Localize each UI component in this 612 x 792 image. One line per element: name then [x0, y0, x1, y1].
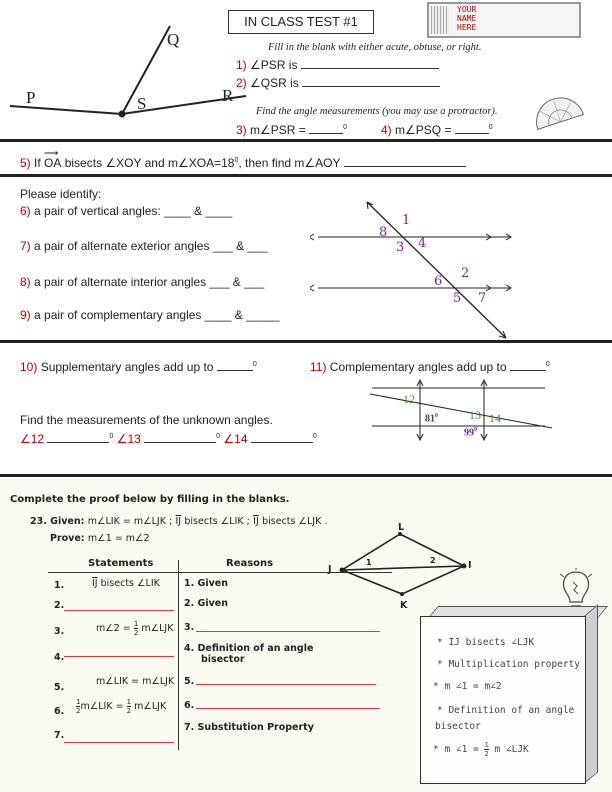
kite-shape	[342, 534, 464, 594]
q6-text: a pair of vertical angles: ____ & ____	[34, 204, 233, 218]
row-2-number: 2.	[54, 600, 65, 611]
q3-number: 3)	[236, 123, 247, 137]
prove-label: Prove:	[50, 533, 85, 544]
row-4-number: 4.	[54, 652, 65, 663]
name-line-3: HERE	[457, 23, 477, 32]
row-7-reason: 7. Substitution Property	[184, 722, 314, 733]
kite-label-i: I	[468, 560, 472, 571]
angle-4: 4	[418, 236, 427, 251]
table-col-rule	[178, 560, 179, 750]
q4-degree: 0	[488, 124, 493, 131]
q5-text-b: bisects ∠XOY and m∠XOA=18	[64, 156, 235, 170]
q4	[381, 121, 493, 137]
kite-label-j: J	[328, 564, 332, 575]
proof-number: 23.	[30, 516, 47, 527]
proof-given	[30, 516, 327, 527]
row-4-reason-line1: 4. Definition of an angle	[184, 643, 314, 654]
row-6-frac-den: 2	[76, 707, 81, 715]
row-6-frac2	[127, 698, 131, 715]
fig-value-99-text: 99	[464, 427, 474, 439]
row-3-reason: 3.	[184, 622, 195, 633]
q5-number: 5)	[20, 156, 31, 170]
fig-value-99-degree: 0	[474, 427, 477, 433]
q9-number: 9)	[20, 308, 31, 322]
q8-number: 8)	[20, 275, 31, 289]
row-3-number: 3.	[54, 626, 65, 637]
a12-blank[interactable]	[47, 430, 109, 443]
angle-7: 7	[478, 291, 487, 306]
row-1-seg: $\overline{IJ}$	[92, 578, 98, 589]
q1	[236, 56, 439, 72]
fig-value-81-degree: 0	[435, 413, 438, 419]
figure-transversal	[370, 394, 552, 428]
row-1-reason: 1. Given	[184, 578, 228, 589]
q5-ray-label: OA	[44, 156, 62, 170]
q5	[20, 148, 466, 170]
name-line-2: NAME	[457, 14, 477, 23]
q9-text: a pair of complementary angles ____ & _____	[34, 308, 280, 322]
col-statements-header: Statements	[88, 558, 154, 569]
row-3-blank[interactable]	[196, 631, 380, 632]
divider-4	[0, 474, 612, 477]
row-7-blank[interactable]	[64, 742, 174, 743]
answer-6-text: * m ∠1 =	[433, 744, 485, 755]
q4-number: 4)	[381, 123, 392, 137]
ray-arrow-icon: ⟶	[44, 148, 59, 159]
a13-label: ∠13	[116, 432, 141, 446]
q7	[20, 239, 268, 253]
answer-6-frac-num: 1	[484, 741, 489, 749]
q11-degree: 0	[545, 361, 550, 368]
row-6-text: m∠LIK =	[80, 701, 127, 712]
test-title: IN CLASS TEST #1	[244, 14, 358, 29]
q3-text: m∠PSR =	[250, 123, 306, 137]
row-5-number: 5.	[54, 682, 65, 693]
q10	[20, 358, 257, 374]
q7-number: 7)	[20, 239, 31, 253]
q5-ray	[44, 148, 62, 170]
kite-angle-2: 2	[430, 556, 436, 565]
fig-value-81-text: 81	[425, 413, 435, 425]
q10-blank[interactable]	[217, 358, 253, 371]
q1-number: 1)	[236, 58, 247, 72]
answer-3: * m ∠1 = m∠2	[433, 681, 502, 692]
row-3-text: m∠2 =	[96, 623, 134, 634]
given-b: bisects ∠LIK ;	[184, 516, 250, 527]
q4-blank[interactable]	[455, 121, 489, 134]
q2-blank[interactable]	[302, 74, 440, 87]
angle-5: 5	[453, 291, 462, 306]
name-box-stripes	[431, 6, 449, 34]
row-6-frac-num: 1	[76, 698, 81, 706]
q7-text: a pair of alternate exterior angles ___ & ___	[34, 239, 268, 253]
a13-degree: 0	[216, 433, 221, 440]
kite-label-l: L	[398, 522, 405, 533]
kite-label-k: K	[400, 600, 408, 611]
divider-3	[0, 340, 612, 343]
proof-heading: Complete the proof below by filling in the blanks.	[10, 494, 290, 505]
fig-label-13: 13	[469, 408, 481, 422]
a12-label: ∠12	[20, 432, 45, 446]
row-3-frac-den: 2	[133, 629, 139, 637]
row-2-blank[interactable]	[64, 610, 174, 611]
a14-blank[interactable]	[251, 430, 313, 443]
answer-1: * IJ bisects ∠LJK	[437, 637, 535, 648]
q1-text: ∠PSR is	[250, 58, 298, 72]
angle-6: 6	[434, 274, 443, 289]
q6-number: 6)	[20, 204, 31, 218]
a13-blank[interactable]	[144, 430, 216, 443]
row-4-blank[interactable]	[64, 656, 174, 657]
prove-text: m∠1 = m∠2	[87, 533, 150, 544]
kite-diagram	[328, 522, 478, 612]
answer-6-frac	[484, 741, 488, 758]
q6	[20, 204, 232, 218]
q8	[20, 275, 264, 289]
row-4-reason-line2: bisector	[201, 654, 245, 665]
q5-blank[interactable]	[344, 154, 466, 167]
row-5-reason: 5.	[184, 676, 195, 687]
q5-text-a: If	[34, 156, 41, 170]
row-6-frac2-num: 1	[126, 698, 132, 706]
row-6-number: 6.	[54, 706, 65, 717]
q5-text-c: , then find m∠AOY	[238, 156, 341, 170]
vertex-s	[119, 111, 126, 118]
row-6-text2: m∠LJK	[134, 701, 167, 712]
given-b-seg: $\overline{IJ}$	[175, 516, 182, 527]
row-6-reason: 6.	[184, 700, 195, 711]
unknown-heading: Find the measurements of the unknown angles.	[20, 413, 273, 427]
name-box-text	[457, 5, 476, 32]
q11-blank[interactable]	[510, 358, 546, 371]
kite-diagonal	[342, 566, 464, 570]
angle-3: 3	[396, 240, 405, 255]
row-1-statement	[92, 578, 160, 589]
divider-2	[0, 174, 612, 177]
q11-number: 11)	[310, 360, 327, 374]
label-r: R	[222, 86, 234, 105]
q2	[236, 74, 440, 90]
fig-label-12: 12	[403, 392, 415, 406]
angle-diagram	[0, 0, 260, 130]
row-4-reason	[184, 643, 313, 665]
angle-8: 8	[379, 225, 388, 240]
row-6-blank[interactable]	[196, 708, 380, 709]
q5-degree: 0	[234, 157, 239, 164]
fig-label-14: 14	[489, 411, 501, 425]
q11	[310, 358, 550, 374]
given-a: m∠LIK = m∠LJK ;	[87, 516, 173, 527]
q10-degree: 0	[252, 361, 257, 368]
transversal-figure	[310, 195, 520, 345]
q3-blank[interactable]	[309, 121, 343, 134]
answer-2: * Multiplication property	[437, 659, 580, 670]
a12-degree: 0	[109, 433, 114, 440]
row-5-statement: m∠LIK = m∠LJK	[96, 676, 175, 687]
label-s: S	[137, 94, 147, 113]
col-reasons-header: Reasons	[226, 558, 274, 569]
fig-value-99	[464, 427, 477, 438]
fig-value-81	[425, 413, 438, 424]
row-1-number: 1.	[54, 580, 65, 591]
name-line-1: YOUR	[457, 5, 477, 14]
answer-box	[420, 616, 586, 784]
angle-1: 1	[402, 213, 411, 228]
instruction-2: Find the angle measurements (you may use a protractor).	[256, 106, 498, 117]
label-p: P	[26, 88, 36, 107]
given-c-seg: $\overline{IJ}$	[253, 516, 259, 527]
answer-6	[433, 741, 529, 758]
row-6-statement	[76, 698, 166, 715]
angle-2: 2	[461, 266, 470, 281]
kite-angle-1: 1	[366, 558, 372, 567]
row-1-text: bisects ∠LIK	[97, 578, 160, 589]
q10-number: 10)	[20, 360, 38, 374]
row-3-frac	[134, 620, 138, 637]
answer-5: bisector	[435, 721, 481, 732]
transversal-line	[367, 202, 506, 338]
name-box[interactable]	[427, 2, 581, 38]
row-7-number: 7.	[54, 730, 65, 741]
instruction-1: Fill in the blank with either acute, obtuse, or right.	[268, 42, 482, 53]
unknown-angles-figure	[360, 378, 560, 444]
q10-text: Supplementary angles add up to	[40, 360, 214, 374]
answer-6-text2: m ∠LJK	[494, 744, 529, 755]
a14-label: ∠14	[223, 432, 248, 446]
proof-prove	[50, 533, 150, 544]
row-3-text2: m∠LJK	[141, 623, 174, 634]
given-c: bisects ∠LJK .	[262, 516, 328, 527]
row-6-frac2-den: 2	[126, 707, 132, 715]
q11-text: Complementary angles add up to	[329, 360, 507, 374]
unknown-blanks	[20, 430, 317, 446]
q1-blank[interactable]	[301, 56, 439, 69]
q2-number: 2)	[236, 76, 247, 90]
row-5-blank[interactable]	[196, 684, 376, 685]
label-q: Q	[167, 30, 180, 49]
q9	[20, 308, 280, 322]
q4-text: m∠PSQ =	[395, 123, 452, 137]
q3	[236, 121, 347, 137]
answer-4: * Definition of an angle	[437, 705, 575, 716]
identify-heading: Please identify:	[20, 187, 102, 201]
row-2-reason: 2. Given	[184, 598, 228, 609]
given-label: Given:	[50, 516, 85, 527]
a14-degree: 0	[312, 433, 317, 440]
divider-1	[0, 139, 612, 142]
answer-box-side	[584, 604, 598, 784]
q3-degree: 0	[343, 124, 348, 131]
answer-6-frac-den: 2	[484, 750, 489, 758]
row-3-statement	[96, 620, 173, 637]
q2-text: ∠QSR is	[250, 76, 299, 90]
protractor-icon	[530, 92, 590, 132]
q8-text: a pair of alternate interior angles ___ & ___	[34, 275, 265, 289]
row-3-frac-num: 1	[133, 620, 139, 628]
